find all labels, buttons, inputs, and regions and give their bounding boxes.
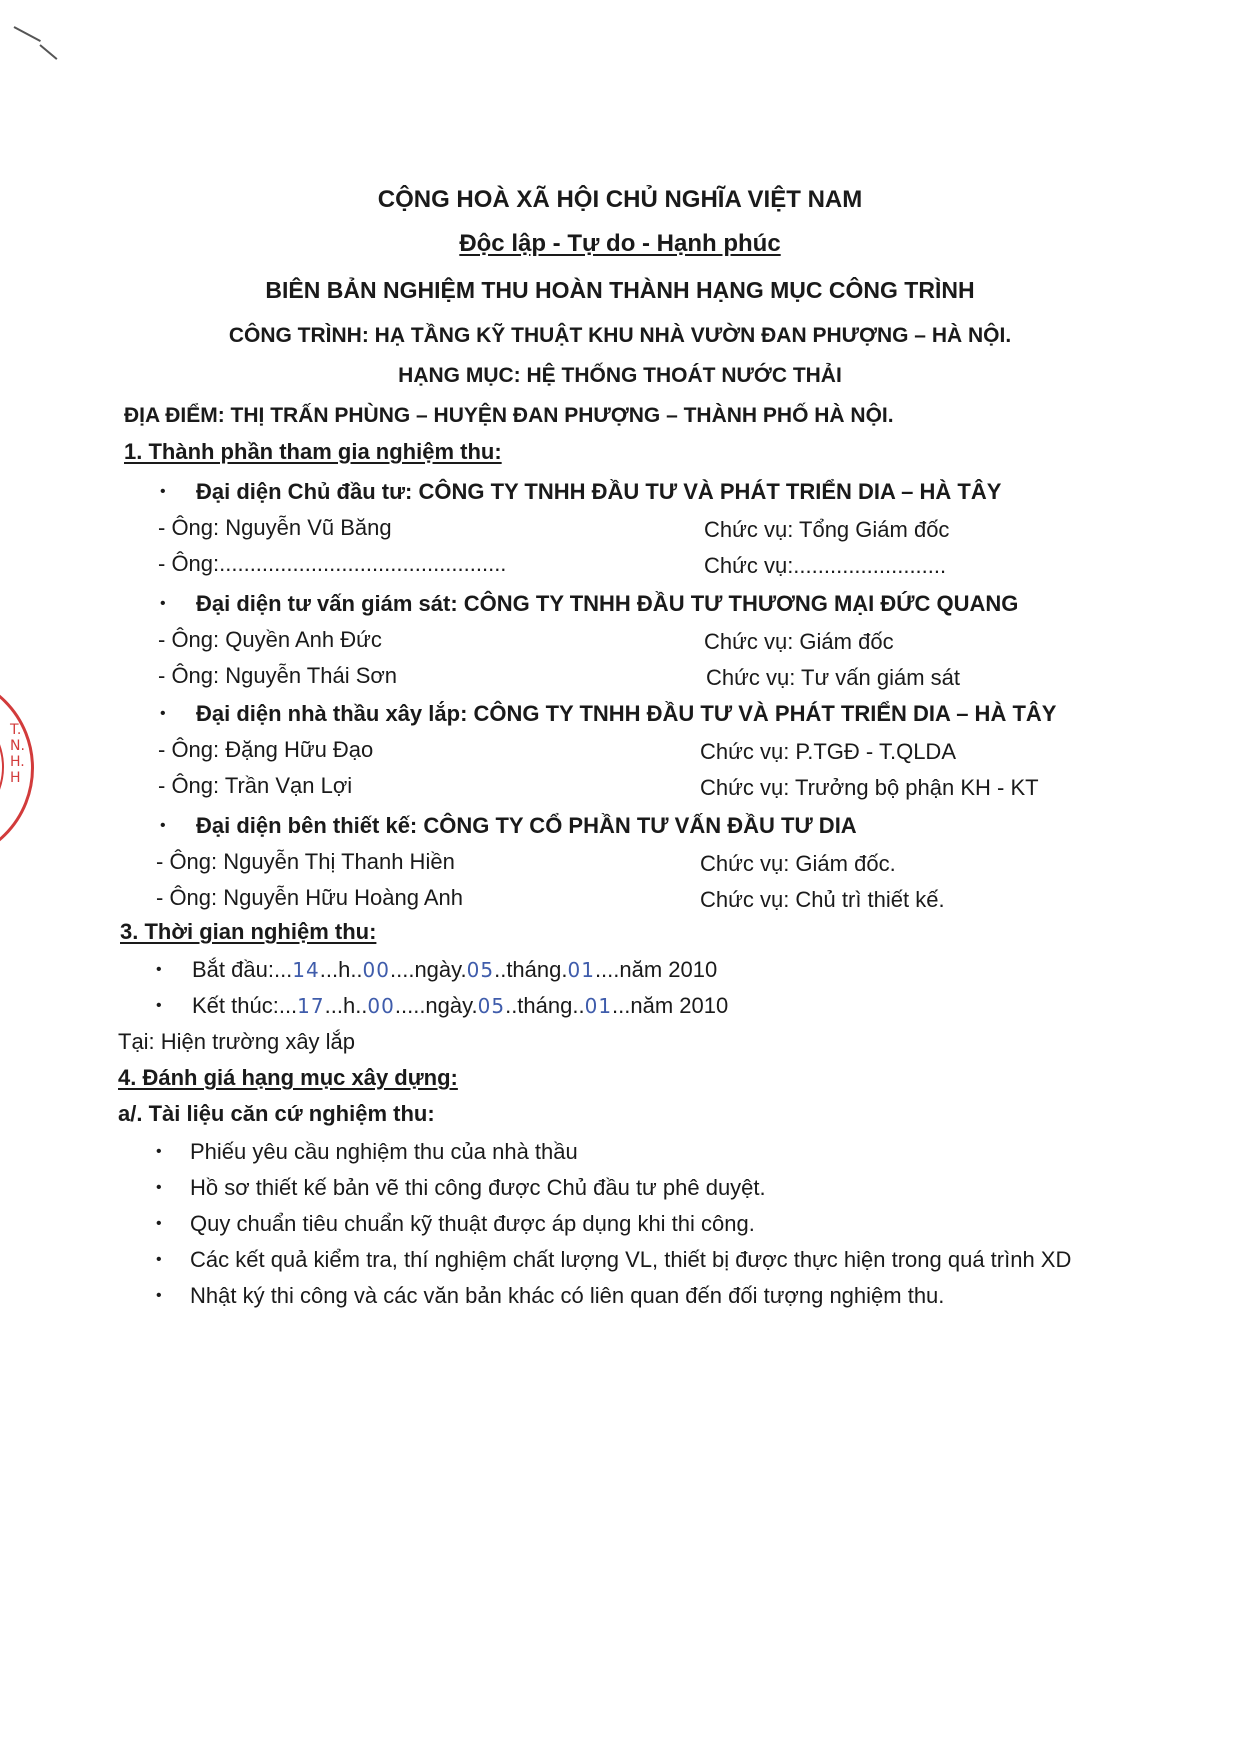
- participant-group-label: Đại diện Chủ đầu tư: CÔNG TY TNHH ĐẦU TƯ VÀ PHÁT TRIỂN DIA – HÀ TÂY: [196, 479, 1002, 504]
- start-day-handwritten: 05: [466, 958, 495, 982]
- participant-role: Chức vụ: Tổng Giám đốc: [704, 517, 950, 542]
- start-month-handwritten: 01: [567, 958, 595, 982]
- participant-group-label: Đại diện nhà thầu xây lắp: CÔNG TY TNHH ĐẦU TƯ VÀ PHÁT TRIỂN DIA – HÀ TÂY: [196, 701, 1057, 726]
- evaluation-heading: 4. Đánh giá hạng mục xây dựng:: [118, 1065, 458, 1090]
- participant-name: - Ông: Đặng Hữu Đạo: [158, 737, 374, 762]
- project-name: CÔNG TRÌNH: HẠ TẦNG KỸ THUẬT KHU NHÀ VƯỜN ĐAN PHƯỢNG – HÀ NỘI.: [228, 324, 1012, 347]
- bullet-icon: •: [156, 1251, 162, 1268]
- bullet-icon: •: [156, 1287, 162, 1304]
- location: ĐỊA ĐIỂM: THỊ TRẤN PHÙNG – HUYỆN ĐAN PHƯỢNG – THÀNH PHỐ HÀ NỘI.: [124, 404, 894, 427]
- end-label: Kết thúc:...: [192, 993, 298, 1018]
- scan-mark: [39, 44, 57, 60]
- start-time-row: [192, 956, 717, 984]
- inspection-place: Tại: Hiện trường xây lắp: [118, 1029, 356, 1054]
- participant-name: - Ông: Quyền Anh Đức: [158, 627, 382, 652]
- participant-name: - Ông: Trần Vạn Lợi: [158, 773, 353, 798]
- end-year: ...năm 2010: [612, 993, 729, 1018]
- timing-heading: 3. Thời gian nghiệm thu:: [120, 919, 377, 944]
- start-minute-handwritten: 00: [362, 958, 390, 982]
- bullet-icon: •: [160, 817, 166, 834]
- reference-document: Các kết quả kiểm tra, thí nghiệm chất lượng VL, thiết bị được thực hiện trong quá trình XD: [190, 1247, 1072, 1272]
- participant-role: Chức vụ: Giám đốc: [704, 629, 894, 654]
- end-hour-handwritten: 17: [297, 994, 325, 1018]
- red-stamp-text: T.N.H.H: [10, 722, 25, 786]
- reference-document: Quy chuẩn tiêu chuẩn kỹ thuật được áp dụng khi thi công.: [190, 1211, 755, 1236]
- start-month-sep: ..tháng.: [494, 957, 568, 982]
- participant-group-label: Đại diện bên thiết kế: CÔNG TY CỔ PHẦN TƯ VẤN ĐẦU TƯ DIA: [196, 813, 857, 838]
- participant-name: - Ông: Nguyễn Thị Thanh Hiền: [156, 849, 455, 874]
- start-label: Bắt đầu:...: [192, 957, 293, 982]
- end-month-sep: ..tháng..: [505, 993, 585, 1018]
- reference-document: Hồ sơ thiết kế bản vẽ thi công được Chủ đầu tư phê duyệt.: [190, 1175, 766, 1200]
- participants-heading: 1. Thành phần tham gia nghiệm thu:: [124, 439, 502, 464]
- end-time-row: [192, 992, 728, 1020]
- bullet-icon: •: [160, 705, 166, 722]
- participant-role: Chức vụ: Chủ trì thiết kế.: [700, 887, 945, 912]
- motto: Độc lập - Tự do - Hạnh phúc: [459, 230, 781, 257]
- bullet-icon: •: [156, 1143, 162, 1160]
- start-hour-sep: ...h..: [319, 957, 363, 982]
- reference-document: Nhật ký thi công và các văn bản khác có liên quan đến đối tượng nghiệm thu.: [190, 1283, 945, 1308]
- participant-name: - Ông:...............................................: [158, 551, 507, 576]
- participant-role: Chức vụ: P.TGĐ - T.QLDA: [700, 739, 956, 764]
- start-day-sep: ....ngày.: [390, 957, 467, 982]
- participant-role: Chức vụ: Giám đốc.: [700, 851, 896, 876]
- end-month-handwritten: 01: [584, 994, 613, 1018]
- bullet-icon: •: [156, 961, 162, 978]
- participant-group-label: Đại diện tư vấn giám sát: CÔNG TY TNHH ĐẦU TƯ THƯƠNG MẠI ĐỨC QUANG: [196, 591, 1019, 616]
- end-minute-handwritten: 00: [367, 994, 395, 1018]
- end-hour-sep: ...h..: [324, 993, 368, 1018]
- start-hour-handwritten: 14: [292, 958, 320, 982]
- evaluation-sub-heading: a/. Tài liệu căn cứ nghiệm thu:: [118, 1101, 435, 1126]
- document-title: BIÊN BẢN NGHIỆM THU HOÀN THÀNH HẠNG MỤC CÔNG TRÌNH: [265, 277, 975, 303]
- reference-document: Phiếu yêu cầu nghiệm thu của nhà thầu: [190, 1139, 578, 1164]
- bullet-icon: •: [156, 1215, 162, 1232]
- participant-role: Chức vụ:.........................: [704, 553, 947, 578]
- participant-name: - Ông: Nguyễn Hữu Hoàng Anh: [156, 885, 464, 910]
- republic-title: CỘNG HOÀ XÃ HỘI CHỦ NGHĨA VIỆT NAM: [377, 186, 863, 213]
- bullet-icon: •: [160, 595, 166, 612]
- work-item: HẠNG MỤC: HỆ THỐNG THOÁT NƯỚC THẢI: [398, 364, 842, 387]
- bullet-icon: •: [160, 483, 166, 500]
- participant-name: - Ông: Nguyễn Thái Sơn: [158, 663, 398, 688]
- scan-mark: [14, 26, 41, 42]
- end-day-sep: .....ngày.: [394, 993, 478, 1018]
- participant-role: Chức vụ: Trưởng bộ phận KH - KT: [700, 775, 1039, 800]
- end-day-handwritten: 05: [477, 994, 506, 1018]
- participant-role: Chức vụ: Tư vấn giám sát: [706, 665, 961, 690]
- participant-name: - Ông: Nguyễn Vũ Băng: [158, 515, 392, 540]
- bullet-icon: •: [156, 1179, 162, 1196]
- start-year: ....năm 2010: [594, 957, 718, 982]
- bullet-icon: •: [156, 997, 162, 1014]
